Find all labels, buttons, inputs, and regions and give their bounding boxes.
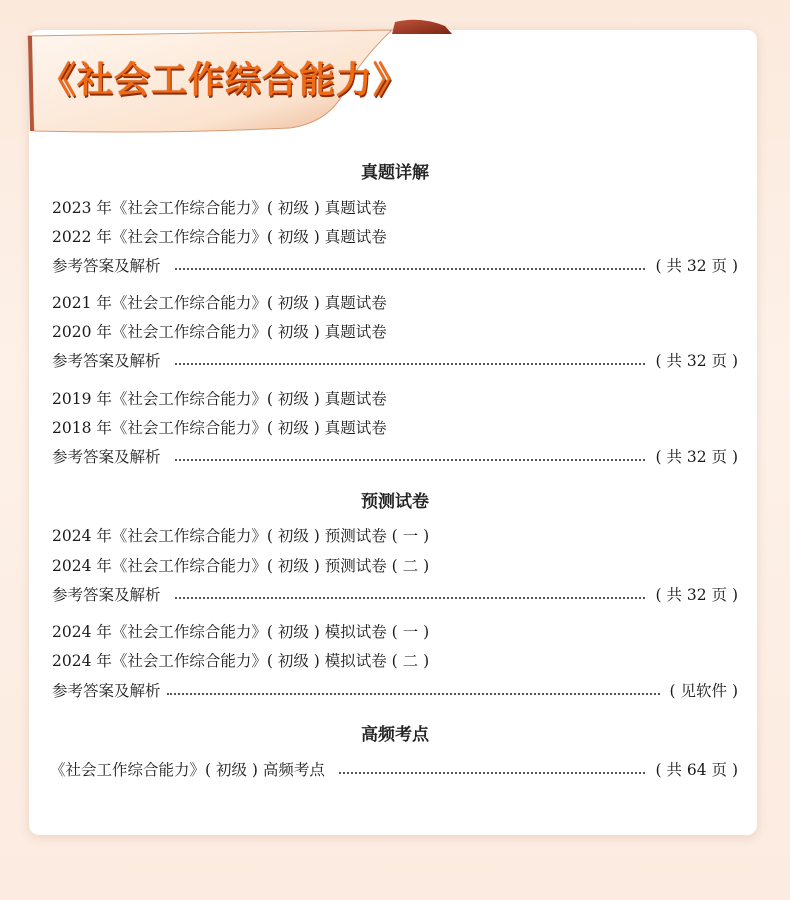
- section-title-key-points: 高频考点: [361, 725, 429, 745]
- answer-row: [52, 585, 738, 605]
- answer-label: 参考答案及解析: [52, 448, 161, 466]
- paper-line: 2022 年《社会工作综合能力》( 初级 ) 真题试卷: [52, 228, 387, 246]
- paper-line: 2021 年《社会工作综合能力》( 初级 ) 真题试卷: [52, 294, 387, 312]
- title-banner: [0, 0, 460, 150]
- paper-line: 2024 年《社会工作综合能力》( 初级 ) 预测试卷 ( 一 ): [52, 527, 430, 545]
- dot-leader: [175, 597, 646, 599]
- page-count: ( 共 32 页 ): [655, 257, 738, 275]
- dot-leader: [175, 363, 646, 365]
- answer-label: 参考答案及解析: [52, 257, 161, 275]
- page-count: ( 共 32 页 ): [655, 352, 738, 370]
- section-title-real-exams: 真题详解: [361, 163, 429, 183]
- paper-line: 2018 年《社会工作综合能力》( 初级 ) 真题试卷: [52, 419, 387, 437]
- dot-leader: [175, 459, 646, 461]
- key-points-label: 《社会工作综合能力》( 初级 ) 高频考点: [50, 761, 325, 779]
- page-count: ( 共 64 页 ): [655, 761, 738, 779]
- paper-line: 2024 年《社会工作综合能力》( 初级 ) 模拟试卷 ( 一 ): [52, 623, 430, 641]
- page-count: ( 见软件 ): [669, 682, 738, 700]
- page-count: ( 共 32 页 ): [655, 586, 738, 604]
- section-title-mock-exams: 预测试卷: [361, 492, 429, 512]
- answer-row: [52, 351, 738, 371]
- answer-row: [52, 447, 738, 467]
- answer-label: 参考答案及解析: [52, 682, 161, 700]
- banner-title: 《社会工作综合能力》: [40, 60, 411, 101]
- dot-leader: [167, 693, 660, 695]
- paper-line: 2024 年《社会工作综合能力》( 初级 ) 模拟试卷 ( 二 ): [52, 652, 430, 670]
- answer-label: 参考答案及解析: [52, 586, 161, 604]
- paper-line: 2019 年《社会工作综合能力》( 初级 ) 真题试卷: [52, 390, 387, 408]
- paper-line: 2024 年《社会工作综合能力》( 初级 ) 预测试卷 ( 二 ): [52, 557, 430, 575]
- dot-leader: [339, 772, 646, 774]
- paper-line: 2020 年《社会工作综合能力》( 初级 ) 真题试卷: [52, 323, 387, 341]
- answer-label: 参考答案及解析: [52, 352, 161, 370]
- answer-row: [52, 681, 738, 701]
- page-count: ( 共 32 页 ): [655, 448, 738, 466]
- paper-line: 2023 年《社会工作综合能力》( 初级 ) 真题试卷: [52, 199, 387, 217]
- key-points-row: [50, 760, 738, 780]
- dot-leader: [175, 268, 646, 270]
- answer-row: [52, 256, 738, 276]
